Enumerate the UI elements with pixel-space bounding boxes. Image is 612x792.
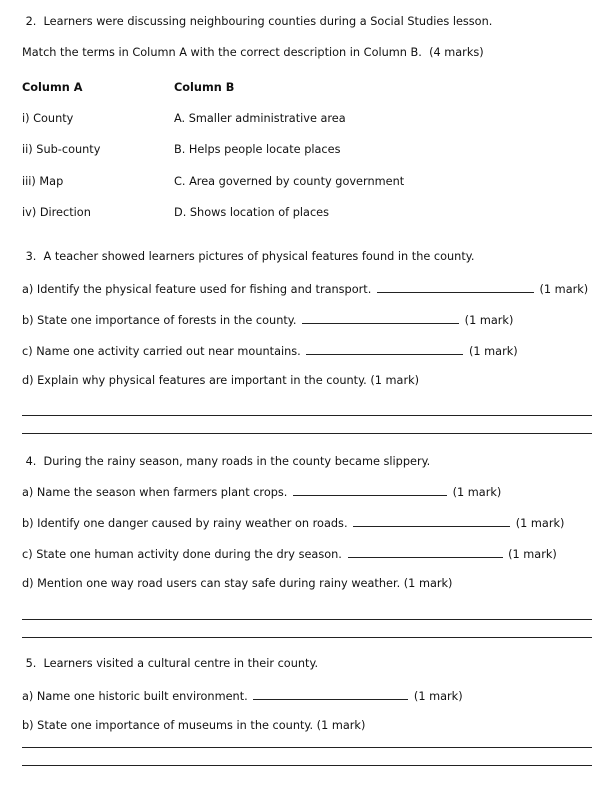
q3c (22, 343, 518, 359)
q3d: d) Explain why physical features are important in the county. (1 mark) (22, 374, 420, 387)
term-2: ii) Sub-county (22, 143, 101, 156)
term-4: iv) Direction (22, 206, 91, 219)
q4b (22, 515, 564, 531)
q3b-mark: (1 mark) (464, 314, 514, 327)
term-3: iii) Map (22, 175, 64, 188)
description-4: D. Shows location of places (174, 206, 330, 219)
q4a (22, 484, 501, 500)
q3a-mark: (1 mark) (539, 283, 589, 296)
q3b-text: b) State one importance of forests in the county. (22, 314, 297, 327)
q5a-answer-blank[interactable] (253, 688, 408, 700)
q4c-answer-blank[interactable] (348, 546, 503, 558)
q3c-mark: (1 mark) (468, 345, 518, 358)
q3a-answer-blank[interactable] (377, 281, 534, 293)
q2-intro: 2. Learners were discussing neighbouring counties during a Social Studies lesson. (22, 15, 493, 28)
q4a-mark: (1 mark) (452, 486, 502, 499)
q4a-answer-blank[interactable] (293, 484, 447, 496)
q4d-answer-line-2[interactable] (22, 637, 592, 638)
q3a (22, 281, 588, 297)
q3b-answer-blank[interactable] (302, 312, 459, 324)
q3-intro: 3. A teacher showed learners pictures of physical features found in the county. (22, 250, 475, 263)
q5a (22, 688, 463, 704)
q3c-answer-blank[interactable] (306, 343, 463, 355)
q4c-mark: (1 mark) (508, 548, 557, 561)
q5b-answer-line-2[interactable] (22, 765, 592, 766)
q3c-text: c) Name one activity carried out near mountains. (22, 345, 301, 358)
q3b (22, 312, 513, 328)
q5-intro: 5. Learners visited a cultural centre in their county. (22, 657, 319, 670)
description-2: B. Helps people locate places (174, 143, 341, 156)
q3d-answer-line-1[interactable] (22, 415, 592, 416)
q5b-answer-line-1[interactable] (22, 747, 592, 748)
q4b-mark: (1 mark) (515, 517, 565, 530)
q4b-answer-blank[interactable] (353, 515, 510, 527)
q5a-text: a) Name one historic built environment. (22, 690, 248, 703)
q4c-text: c) State one human activity done during the dry season. (22, 548, 342, 561)
q4-intro: 4. During the rainy season, many roads in the county became slippery. (22, 455, 431, 468)
q5a-mark: (1 mark) (413, 690, 463, 703)
q4a-text: a) Name the season when farmers plant crops. (22, 486, 288, 499)
q4b-text: b) Identify one danger caused by rainy weather on roads. (22, 517, 348, 530)
q4c (22, 546, 557, 562)
q3d-answer-line-2[interactable] (22, 433, 592, 434)
q4d: d) Mention one way road users can stay safe during rainy weather. (1 mark) (22, 577, 453, 590)
q5b: b) State one importance of museums in the county. (1 mark) (22, 719, 366, 732)
q3a-text: a) Identify the physical feature used for fishing and transport. (22, 283, 372, 296)
q2-instruction: Match the terms in Column A with the correct description in Column B. (4 marks) (22, 46, 484, 59)
column-b-header: Column B (174, 81, 235, 94)
description-1: A. Smaller administrative area (174, 112, 346, 125)
q4d-answer-line-1[interactable] (22, 619, 592, 620)
description-3: C. Area governed by county government (174, 175, 405, 188)
term-1: i) County (22, 112, 74, 125)
column-a-header: Column A (22, 81, 83, 94)
